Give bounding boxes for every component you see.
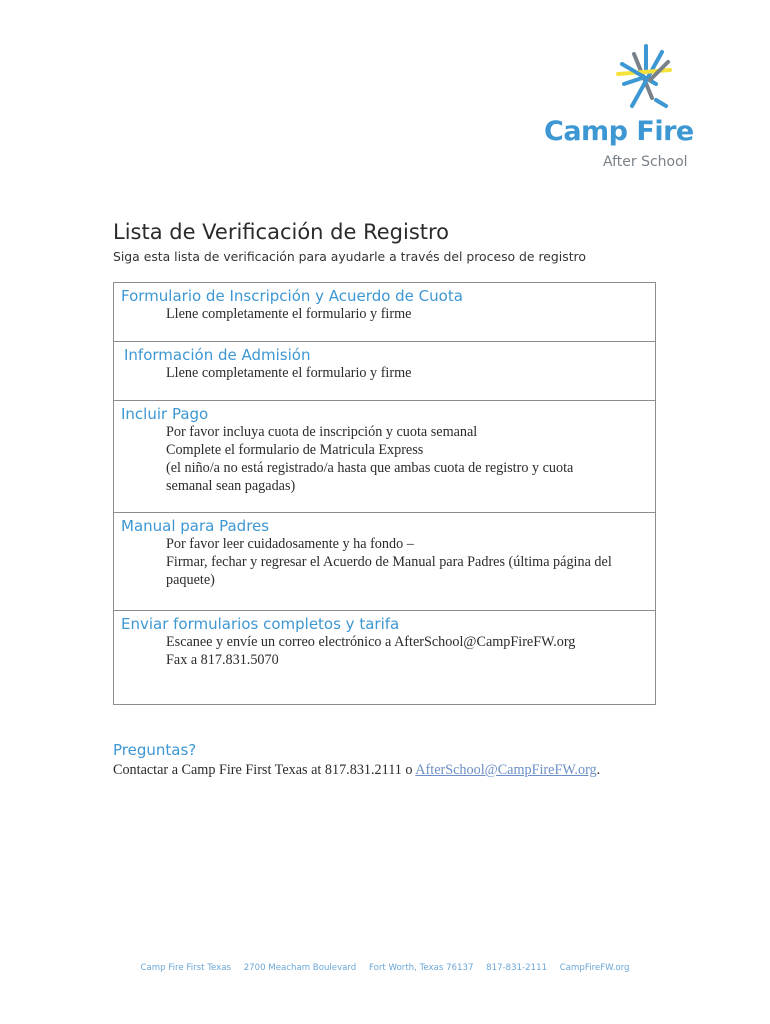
footer-site: CampFireFW.org (559, 963, 630, 973)
page-subtitle: Siga esta lista de verificación para ayudarle a través del proceso de registro (113, 249, 586, 264)
checklist-section-payment (114, 401, 655, 513)
section-heading: Formulario de Inscripción y Acuerdo de Cuota (121, 287, 463, 305)
section-line: (el niño/a no está registrado/a hasta que ambas cuota de registro y cuota (166, 460, 574, 476)
contact-text: Contactar a Camp Fire First Texas at 817.831.2111 o (113, 762, 416, 778)
section-line: semanal sean pagadas) (166, 478, 296, 494)
footer-city: Fort Worth, Texas 76137 (369, 963, 474, 973)
checklist-section-admission (114, 342, 655, 401)
section-line: Firmar, fechar y regresar el Acuerdo de Manual para Padres (última página del (166, 554, 612, 570)
camp-fire-burst-icon (610, 40, 680, 115)
registration-checklist (113, 282, 656, 705)
contact-email-link[interactable]: AfterSchool@CampFireFW.org (415, 762, 597, 778)
section-heading: Información de Admisión (124, 346, 311, 364)
section-line: Escanee y envíe un correo electrónico a AfterSchool@CampFireFW.org (166, 634, 576, 650)
section-heading: Incluir Pago (121, 405, 209, 423)
checklist-section-enrollment (114, 283, 655, 342)
footer-org: Camp Fire First Texas (140, 963, 231, 973)
section-line: paquete) (166, 572, 215, 588)
checklist-section-send-forms (114, 611, 655, 704)
section-line: Llene completamente el formulario y firme (166, 365, 412, 381)
checklist-section-parent-manual (114, 513, 655, 611)
footer (0, 963, 770, 973)
contact-period: . (596, 762, 601, 778)
footer-address: 2700 Meacham Boulevard (243, 963, 357, 973)
section-heading: Manual para Padres (121, 517, 270, 535)
section-heading: Enviar formularios completos y tarifa (121, 615, 400, 633)
logo-brand-text: Camp Fire (544, 116, 694, 147)
logo-subtext: After School (603, 154, 688, 170)
section-line: Fax a 817.831.5070 (166, 652, 279, 668)
camp-fire-logo (540, 40, 710, 180)
section-line: Complete el formulario de Matricula Express (166, 442, 424, 458)
page-title: Lista de Verificación de Registro (113, 220, 450, 244)
footer-phone: 817-831-2111 (486, 963, 548, 973)
questions-heading: Preguntas? (113, 741, 197, 759)
contact-line (113, 762, 600, 779)
section-line: Llene completamente el formulario y firme (166, 306, 412, 322)
section-line: Por favor leer cuidadosamente y ha fondo – (166, 536, 414, 552)
section-line: Por favor incluya cuota de inscripción y cuota semanal (166, 424, 478, 440)
